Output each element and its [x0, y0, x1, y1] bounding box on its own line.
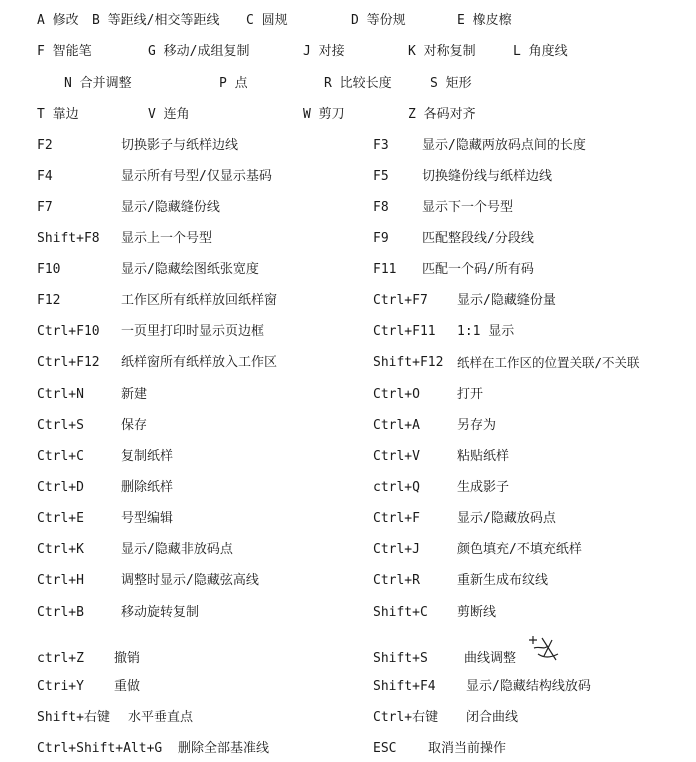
shortcut-key: F4 — [37, 169, 53, 184]
shortcut-desc: 1:1 显示 — [457, 324, 515, 339]
shortcut-key: Ctrl+S — [37, 418, 84, 433]
shortcut-key: Shift+右键 — [37, 710, 110, 725]
shortcut-key: F3 — [373, 138, 389, 153]
tool-offset-line: B 等距线/相交等距线 — [92, 13, 220, 28]
shortcut-key: Ctrl+O — [373, 387, 420, 402]
tool-compare-length: R 比较长度 — [324, 76, 392, 91]
shortcut-desc: 复制纸样 — [121, 449, 174, 464]
shortcut-desc: 纸样窗所有纸样放入工作区 — [121, 355, 278, 370]
shortcut-desc: 删除全部基准线 — [178, 741, 270, 756]
tool-compass: C 圆规 — [246, 13, 288, 28]
shortcut-key: Ctrl+F10 — [37, 324, 100, 339]
curve-adjust-icon — [528, 634, 562, 664]
shortcut-key: Ctrl+F7 — [373, 293, 428, 308]
shortcut-desc: 移动旋转复制 — [121, 605, 200, 620]
shortcut-desc: 显示/隐藏放码点 — [457, 511, 556, 526]
tool-eraser: E 橡皮檫 — [457, 13, 512, 28]
shortcut-desc: 显示/隐藏缝份线 — [121, 200, 220, 215]
shortcut-key: Shift+C — [373, 605, 428, 620]
shortcut-key: Ctri+Y — [37, 679, 84, 694]
shortcut-key: Ctrl+H — [37, 573, 84, 588]
shortcut-key: F7 — [37, 200, 53, 215]
shortcut-desc: 切换缝份线与纸样边线 — [422, 169, 553, 184]
shortcut-desc: 撤销 — [114, 651, 141, 666]
tool-divider: D 等份规 — [351, 13, 406, 28]
shortcut-desc: 保存 — [121, 418, 148, 433]
shortcut-key: F9 — [373, 231, 389, 246]
shortcut-key: Ctrl+右键 — [373, 710, 439, 725]
tool-align-sizes: Z 各码对齐 — [408, 107, 476, 122]
shortcut-key: F2 — [37, 138, 53, 153]
tool-join: J 对接 — [303, 44, 345, 59]
tool-rectangle: S 矩形 — [430, 76, 472, 91]
shortcut-desc: 显示/隐藏结构线放码 — [466, 679, 591, 694]
shortcut-desc: 显示/隐藏非放码点 — [121, 542, 233, 557]
shortcut-desc: 新建 — [121, 387, 148, 402]
tool-scissors: W 剪刀 — [303, 107, 345, 122]
shortcut-desc: 粘贴纸样 — [457, 449, 510, 464]
shortcut-key: Ctrl+F — [373, 511, 420, 526]
shortcut-desc: 打开 — [457, 387, 484, 402]
shortcut-key: Ctrl+B — [37, 605, 84, 620]
shortcut-desc: 调整时显示/隐藏弦高线 — [121, 573, 259, 588]
shortcut-key: Ctrl+V — [373, 449, 420, 464]
shortcut-key: Shift+F8 — [37, 231, 100, 246]
shortcut-key: F8 — [373, 200, 389, 215]
tool-smart-pen: F 智能笔 — [37, 44, 92, 59]
shortcut-key: Ctrl+N — [37, 387, 84, 402]
shortcut-desc: 显示/隐藏缝份量 — [457, 293, 556, 308]
tool-align-edge: T 靠边 — [37, 107, 79, 122]
shortcut-key: ctrl+Q — [373, 480, 420, 495]
shortcut-desc: 剪断线 — [457, 605, 497, 620]
shortcut-key: F11 — [373, 262, 397, 277]
shortcut-desc: 匹配整段线/分段线 — [422, 231, 534, 246]
shortcut-desc: 取消当前操作 — [428, 741, 507, 756]
shortcut-key: Ctrl+E — [37, 511, 84, 526]
tool-point: P 点 — [219, 76, 248, 91]
shortcut-key: Shift+F12 — [373, 355, 444, 370]
shortcut-desc: 显示/隐藏两放码点间的长度 — [422, 138, 586, 153]
shortcut-desc: 显示所有号型/仅显示基码 — [121, 169, 272, 184]
tool-move-copy: G 移动/成组复制 — [148, 44, 250, 59]
shortcut-key: Ctrl+F12 — [37, 355, 100, 370]
shortcut-desc: 删除纸样 — [121, 480, 174, 495]
tool-merge-adjust: N 合并调整 — [64, 76, 132, 91]
shortcut-key: Ctrl+D — [37, 480, 84, 495]
shortcut-key: Ctrl+J — [373, 542, 420, 557]
shortcut-key: ESC — [373, 741, 397, 756]
shortcut-key: Ctrl+A — [373, 418, 420, 433]
shortcut-desc: 生成影子 — [457, 480, 510, 495]
shortcut-desc: 颜色填充/不填充纸样 — [457, 542, 582, 557]
shortcut-desc: 工作区所有纸样放回纸样窗 — [121, 293, 278, 308]
shortcut-desc: 显示下一个号型 — [422, 200, 514, 215]
shortcut-key: F12 — [37, 293, 61, 308]
tool-angle-line: L 角度线 — [513, 44, 568, 59]
shortcut-desc: 另存为 — [457, 418, 497, 433]
shortcut-desc: 闭合曲线 — [466, 710, 519, 725]
tool-modify: A 修改 — [37, 13, 79, 28]
shortcut-key: Ctrl+K — [37, 542, 84, 557]
shortcut-desc: 重新生成布纹线 — [457, 573, 549, 588]
shortcut-desc: 匹配一个码/所有码 — [422, 262, 534, 277]
shortcut-desc: 显示/隐藏绘图纸张宽度 — [121, 262, 259, 277]
shortcut-desc: 水平垂直点 — [128, 710, 194, 725]
shortcut-desc: 显示上一个号型 — [121, 231, 213, 246]
shortcut-desc: 重做 — [114, 679, 141, 694]
shortcut-key: Shift+S — [373, 651, 428, 666]
tool-corner: V 连角 — [148, 107, 190, 122]
shortcut-key: Ctrl+R — [373, 573, 420, 588]
shortcut-desc: 曲线调整 — [464, 651, 517, 666]
shortcut-key: F5 — [373, 169, 389, 184]
tool-mirror-copy: K 对称复制 — [408, 44, 476, 59]
shortcut-key: ctrl+Z — [37, 651, 84, 666]
shortcut-desc: 纸样在工作区的位置关联/不关联 — [457, 355, 640, 370]
shortcut-key: Ctrl+Shift+Alt+G — [37, 741, 163, 756]
shortcut-key: Shift+F4 — [373, 679, 436, 694]
shortcut-key: Ctrl+C — [37, 449, 84, 464]
shortcut-key: Ctrl+F11 — [373, 324, 436, 339]
shortcut-key: F10 — [37, 262, 61, 277]
shortcut-desc: 一页里打印时显示页边框 — [121, 324, 265, 339]
shortcut-desc: 号型编辑 — [121, 511, 174, 526]
shortcut-desc: 切换影子与纸样边线 — [121, 138, 239, 153]
